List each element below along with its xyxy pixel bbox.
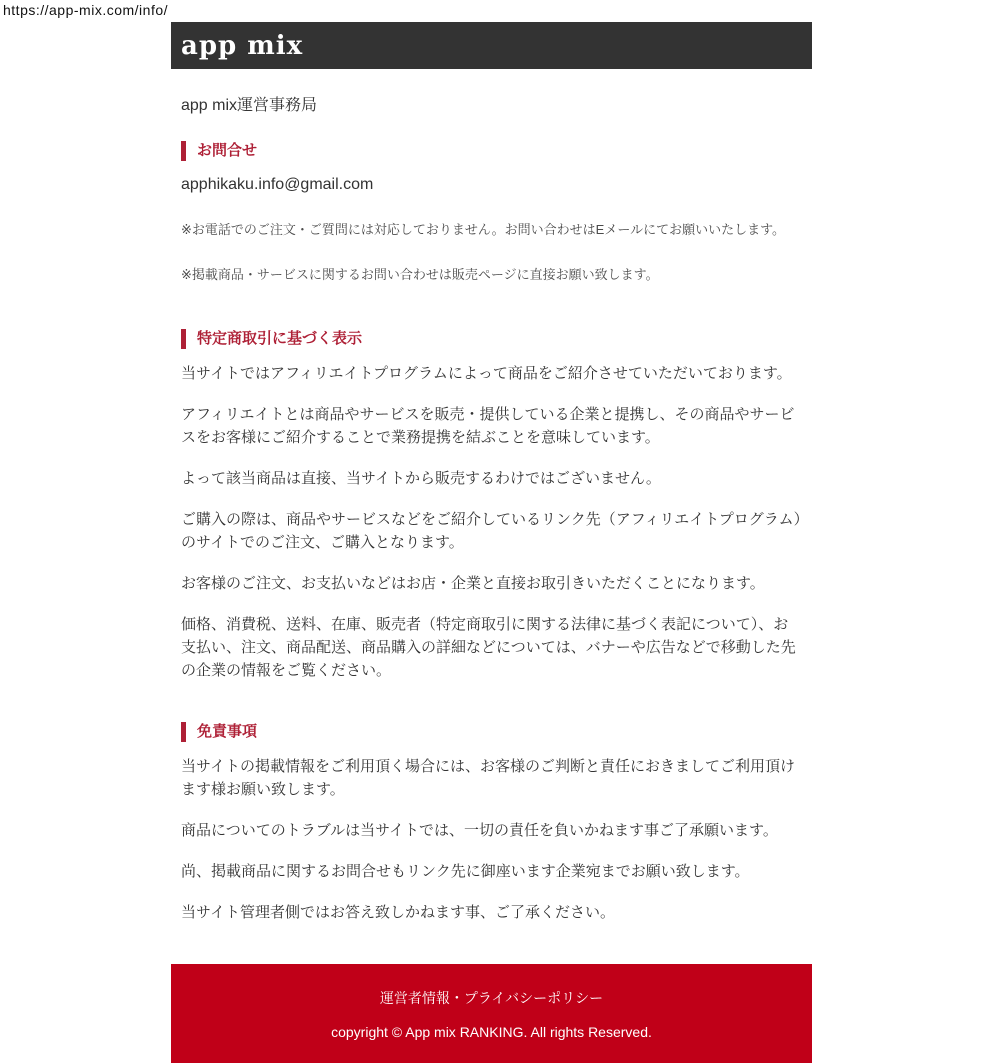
tokushoho-paragraph: よって該当商品は直接、当サイトから販売するわけではございません。 [181,470,661,487]
disclaimer-paragraph: 当サイト管理者側ではお答え致しかねます事、ご了承ください。 [181,904,615,921]
tokushoho-paragraph: 価格、消費税、送料、在庫、販売者（特定商取引に関する法律に基づく表記について）、お支払い、注文、商品配送、商品購入の詳細などについては、バナーや広告などで移動した先の企業の情報をご覧ください。 [181,616,796,679]
contact-note-products: ※掲載商品・サービスに関するお問い合わせは販売ページに直接お願い致します。 [181,267,659,282]
tokushoho-paragraph: ご購入の際は、商品やサービスなどをご紹介しているリンク先（アフィリエイトプログラム）のサイトでのご注文、ご購入となります。 [181,511,802,551]
disclaimer-paragraph: 商品についてのトラブルは当サイトでは、一切の責任を負いかねます事ご了承願います。 [181,822,778,839]
main-content [171,92,812,924]
tokushoho-paragraph: お客様のご注文、お支払いなどはお店・企業と直接お取引きいただくことになります。 [181,575,765,592]
contact-heading: お問合せ [181,141,802,161]
browser-url: https://app-mix.com/info/ [3,2,169,18]
page-footer [171,964,812,1063]
disclaimer-heading: 免責事項 [181,722,802,742]
site-header [171,22,812,69]
tokushoho-heading: 特定商取引に基づく表示 [181,329,802,349]
contact-email: apphikaku.info@gmail.com [181,176,374,193]
tokushoho-paragraph: アフィリエイトとは商品やサービスを販売・提供している企業と提携し、その商品やサービスをお客様にご紹介することで業務提携を結ぶことを意味しています。 [181,406,795,446]
tokushoho-paragraph: 当サイトではアフィリエイトプログラムによって商品をご紹介させていただいております。 [181,365,792,382]
footer-privacy-link[interactable]: 運営者情報・プライバシーポリシー [379,990,604,1006]
page-container [171,22,812,1063]
operator-name: app mix運営事務局 [181,97,318,114]
disclaimer-paragraph: 尚、掲載商品に関するお問合せもリンク先に御座います企業宛までお願い致します。 [181,863,750,880]
site-logo[interactable]: app mix [181,30,304,61]
contact-note-phone: ※お電話でのご注文・ご質問には対応しておりません。お問い合わせはEメールにてお願いいたします。 [181,222,786,237]
disclaimer-paragraph: 当サイトの掲載情報をご利用頂く場合には、お客様のご判断と責任におきましてご利用頂けます様お願い致します。 [181,758,795,798]
footer-copyright: copyright © App mix RANKING. All rights Reserved. [331,1024,652,1040]
